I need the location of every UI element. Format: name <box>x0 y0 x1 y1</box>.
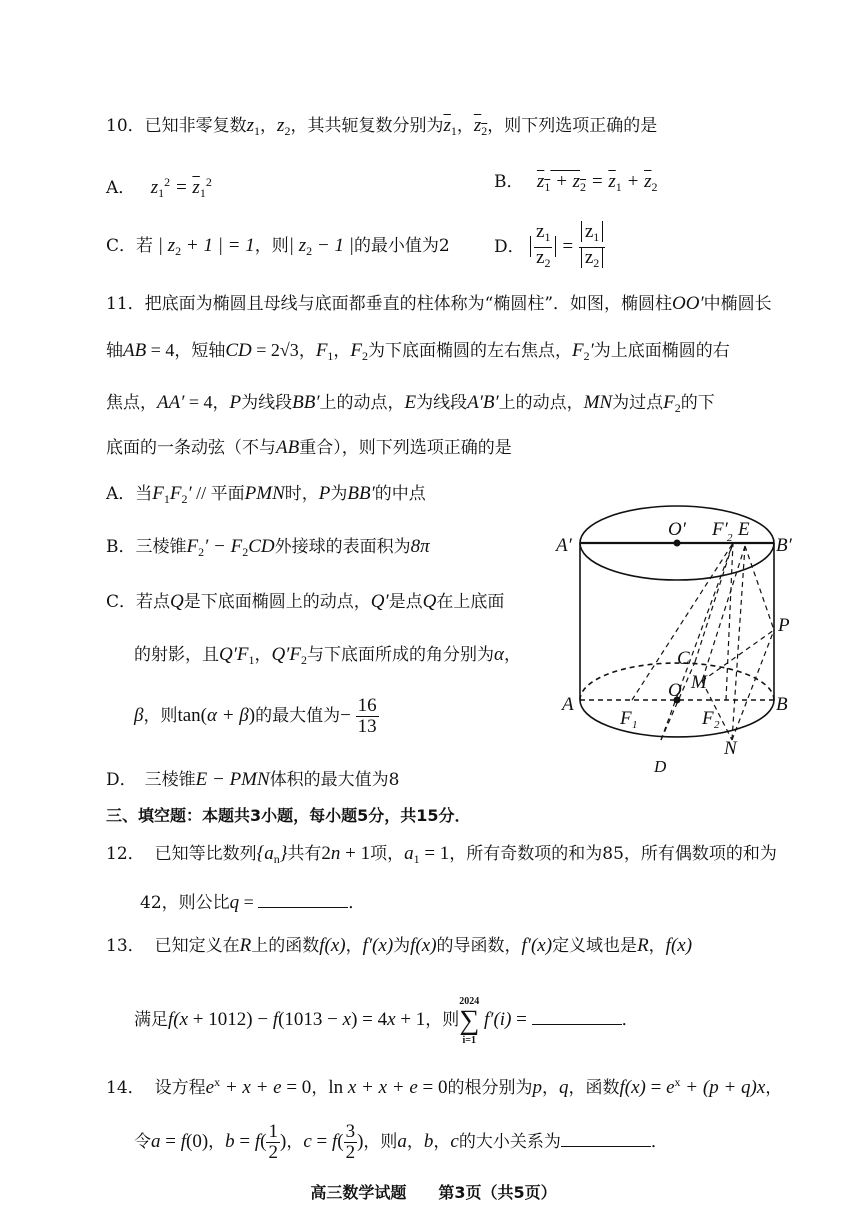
label-f2-sub: 2 <box>714 719 720 731</box>
elliptic-cylinder-figure <box>550 488 820 788</box>
label-c: C <box>677 648 690 669</box>
label-e: E <box>738 519 750 540</box>
q13-line2: 满足f(x + 1012) − f(1013 − x) = 4x + 1，则 2024 ∑ i=1 f′(i) = ． <box>134 995 639 1046</box>
q10-stem: 10．已知非零复数$z_1$，$z_2$，其共轭复数分别为$\overline{z}_1$，$z_2$，则下列选项正确的是 <box>106 115 658 138</box>
page-footer: 高三数学试题 第3页（共5页） <box>310 1183 557 1202</box>
line-f2-f2prime <box>726 543 733 700</box>
q13-line1: 13． 已知定义在R上的函数f(x)，f′(x)为f(x)的导函数，f′(x)定义域也是R，f(x) <box>106 935 693 956</box>
label-p: P <box>778 615 790 636</box>
label-o-prime: O′ <box>668 519 686 540</box>
line-d-f2prime <box>661 543 733 740</box>
label-o: O <box>668 680 682 701</box>
label-a-prime: A′ <box>556 535 572 556</box>
q14-line1: 14． 设方程$e^x + x + e = 0$，ln x + x + e = 0的根分别为p，q，函数$f(x) = e^x + (p + q)x$， <box>106 1075 783 1098</box>
q14-line2: 令a = f(0)，b = f( $\frac{1}{2}$ )，c = f( $\frac{3}{2}$ )，则a，b，c的大小关系为 ． <box>134 1121 668 1164</box>
line-e-p <box>745 546 774 630</box>
label-f1-sub: 1 <box>632 719 638 731</box>
q12-answer-blank[interactable] <box>258 893 348 908</box>
label-b-prime: B′ <box>776 535 792 556</box>
label-n: N <box>724 738 737 759</box>
section3-title: 三、填空题：本题共3小题，每小题5分，共15分． <box>106 806 471 825</box>
line-e-m <box>702 546 745 681</box>
q11-option-c-line2: 的射影，且$Q'F_1$，$Q'F_2$与下底面所成的角分别为α， <box>134 644 521 667</box>
point-o-prime <box>674 540 681 547</box>
label-f2-prime: F′ <box>712 519 728 540</box>
q10-option-b: B． $z_1 + z_2 = \overline{z}_1 + \overline{z}_2$ <box>494 171 658 194</box>
q12-line1: 12． 已知等比数列$\{a_n\}$共有2n + 1项，$a_1 = 1$，所有奇数项的和为85，所有偶数项的和为 <box>106 843 777 866</box>
label-b: B <box>776 694 788 715</box>
label-f1: F <box>620 708 632 729</box>
q11-line3: 焦点，AA′ = 4，P为线段BB′上的动点，E为线段A′B′上的动点，MN为过点$F_2$的下 <box>106 392 715 415</box>
label-f2: F <box>702 708 714 729</box>
q14-answer-blank[interactable] <box>561 1132 651 1147</box>
q11-option-a: A．当$F_1F_2'$ // 平面PMN时，P为BB′的中点 <box>106 483 426 506</box>
label-a: A <box>562 694 574 715</box>
q11-option-c-line3: β，则tan(α + β)的最大值为− $\frac{16}{13}$ <box>134 695 377 738</box>
q10-option-d: D． $\frac{z_1}{z_2}$ = $\frac{z_1}{z_2}$ <box>494 222 605 273</box>
q11-option-d: D． 三棱锥E − PMN体积的最大值为8 <box>106 769 400 790</box>
line-f1-f2prime <box>632 543 733 700</box>
q12-line2: 42，则公比q = ． <box>140 892 366 913</box>
q10-option-a: A． $z_1^2 = \overline{z}_1^2$ <box>106 175 212 200</box>
q11-line1: 11．把底面为椭圆且母线与底面都垂直的柱体称为“椭圆柱”．如图，椭圆柱OO′中椭圆长 <box>106 293 772 314</box>
label-f2-prime-sub: 2 <box>727 532 733 544</box>
q11-option-b: B．三棱锥$F_2' - F_2CD$外接球的表面积为8π <box>106 536 430 559</box>
q13-answer-blank[interactable] <box>532 1010 622 1025</box>
q10-option-c: C．若 | $z_2 + 1$ | = 1，则| $z_2 - 1$ |的最小值为2 <box>106 235 450 258</box>
q11-line4: 底面的一条动弦（不与AB重合），则下列选项正确的是 <box>106 437 512 458</box>
label-m: M <box>691 672 707 693</box>
q11-line2: 轴AB = 4，短轴CD = 2√3，$F_1$，$F_2$为下底面椭圆的左右焦点，$F_2'$为上底面椭圆的右 <box>106 340 730 363</box>
label-d: D <box>654 757 667 776</box>
q11-option-c-line1: C．若点Q是下底面椭圆上的动点，Q′是点Q在上底面 <box>106 591 505 612</box>
